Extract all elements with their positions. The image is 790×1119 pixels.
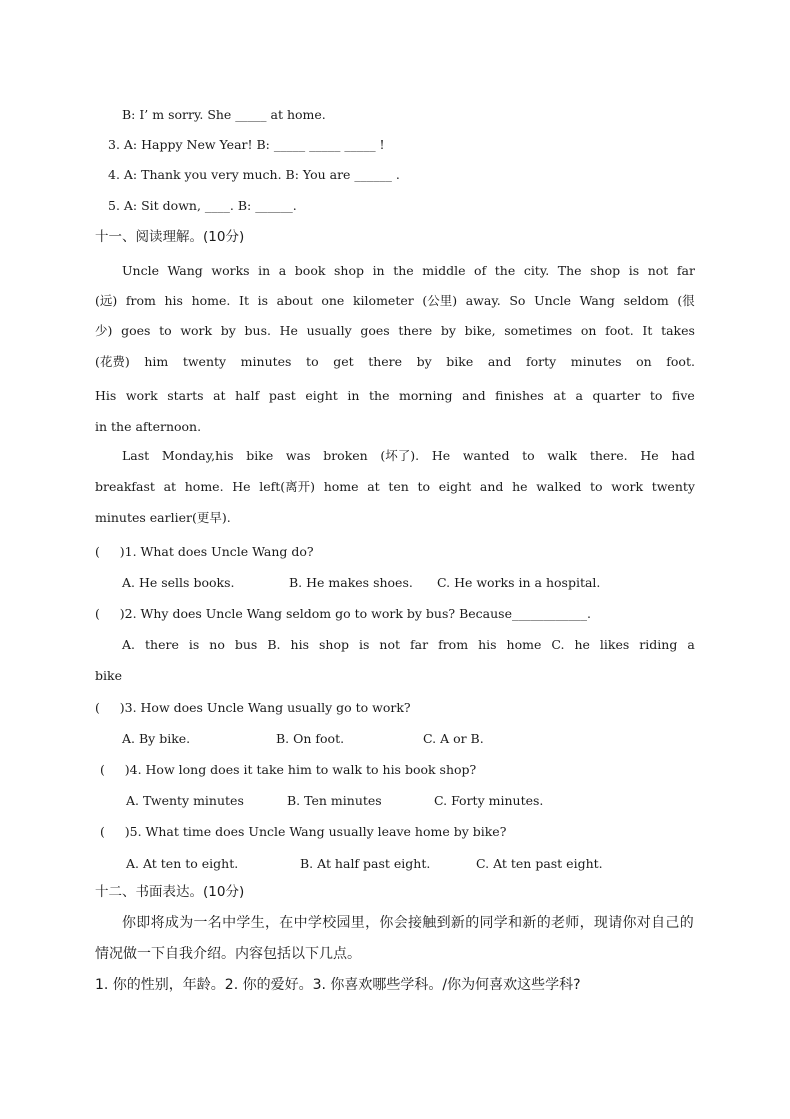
question-3: ( )3. How does Uncle Wang usually go to work?	[95, 700, 411, 715]
passage-word: broken	[323, 448, 368, 463]
q2-option-word: from	[438, 637, 469, 652]
q2-option-word: a	[687, 637, 695, 652]
passage-word: minutes	[570, 354, 622, 369]
passage-word: Wang	[167, 263, 203, 278]
section-11-heading: 十一、阅读理解。(10分)	[95, 229, 245, 245]
q2-option-word: no	[209, 637, 225, 652]
passage-word: foot.	[605, 323, 634, 338]
passage-word: minutes	[240, 354, 292, 369]
passage-line	[95, 479, 695, 495]
passage-line	[95, 354, 695, 370]
passage-word: and	[487, 354, 512, 369]
passage-word: eight	[438, 479, 472, 494]
passage-word: to	[649, 388, 663, 403]
passage-word: at	[163, 479, 177, 494]
passage-word: of	[474, 263, 487, 278]
passage-word: 少)	[95, 323, 113, 338]
passage-word: quarter	[592, 388, 641, 403]
passage-word: had	[671, 448, 695, 463]
passage-word: a	[278, 263, 287, 278]
passage-word: to	[306, 354, 319, 369]
passage-word: Monday,his	[161, 448, 234, 463]
passage-word: (花费)	[95, 354, 130, 369]
passage-line	[95, 510, 231, 526]
passage-word: work	[611, 479, 644, 494]
passage-word: goes	[360, 323, 390, 338]
passage-word: book	[294, 263, 326, 278]
passage-word: Last	[122, 448, 150, 463]
q2-option-word: shop	[318, 637, 349, 652]
passage-word: (远)	[95, 293, 118, 308]
passage-word: on	[580, 323, 597, 338]
q3-option-b: B. On foot.	[276, 731, 345, 746]
passage-word: to	[522, 448, 535, 463]
passage-word: work	[125, 388, 158, 403]
section-12-heading: 十二、书面表达。(10分)	[95, 884, 245, 900]
passage-word: in	[372, 263, 385, 278]
passage-word: eight	[305, 388, 338, 403]
q2-options	[122, 637, 695, 653]
passage-word: from	[125, 293, 156, 308]
writing-prompt-line-1: 你即将成为一名中学生，在中学校园里，你会接触到新的同学和新的老师，现请你对自己的	[122, 915, 694, 931]
passage-word: is	[628, 263, 640, 278]
passage-word: shop	[334, 263, 364, 278]
passage-word: about	[276, 293, 313, 308]
q2-option-word: his	[290, 637, 309, 652]
passage-word: and	[462, 388, 486, 403]
q3-option-a: A. By bike.	[122, 731, 191, 746]
passage-word: forty	[525, 354, 557, 369]
passage-word: breakfast	[95, 479, 155, 494]
passage-word: the	[393, 263, 414, 278]
dialogue-line-5: 5. A: Sit down, ____. B: ______.	[108, 198, 297, 213]
q2-option-word: not	[379, 637, 401, 652]
q2-option-word: there	[145, 637, 179, 652]
q3-option-c: C. A or B.	[423, 731, 484, 746]
passage-word: by	[220, 323, 236, 338]
passage-word: city.	[523, 263, 550, 278]
passage-word: left(离开)	[259, 479, 316, 494]
passage-word: The	[557, 263, 582, 278]
passage-word: bike,	[464, 323, 496, 338]
passage-word: in	[347, 388, 360, 403]
passage-word: on	[636, 354, 652, 369]
passage-line	[122, 448, 695, 464]
passage-word: walk	[547, 448, 578, 463]
q2-option-word: bus	[234, 637, 258, 652]
passage-word: (很	[677, 293, 695, 308]
dialogue-line-3: 3. A: Happy New Year! B: _____ _____ _____ !	[108, 137, 385, 152]
passage-word: and	[479, 479, 504, 494]
q2-option-word: riding	[639, 637, 678, 652]
passage-word: past	[268, 388, 296, 403]
q2-option-word: he	[574, 637, 590, 652]
passage-line	[95, 323, 695, 339]
question-4: ( )4. How long does it take him to walk to his book shop?	[100, 762, 477, 777]
q5-option-a: A. At ten to eight.	[126, 856, 239, 871]
passage-word: bike	[446, 354, 474, 369]
dialogue-line-4: 4. A: Thank you very much. B: You are ______ .	[108, 167, 400, 182]
passage-line	[95, 388, 695, 404]
q4-option-b: B. Ten minutes	[287, 793, 382, 808]
passage-word: walked	[536, 479, 582, 494]
question-5: ( )5. What time does Uncle Wang usually leave home by bike?	[100, 824, 507, 839]
q5-option-b: B. At half past eight.	[300, 856, 431, 871]
q2-option-word: far	[410, 637, 429, 652]
passage-word: by	[416, 354, 432, 369]
passage-word: there	[368, 354, 403, 369]
passage-word: home	[323, 479, 359, 494]
passage-word: wanted	[462, 448, 510, 463]
passage-word: takes	[661, 323, 695, 338]
passage-word: is	[257, 293, 269, 308]
passage-word: finishes	[495, 388, 544, 403]
passage-word: middle	[422, 263, 466, 278]
q2-option-word: his	[478, 637, 497, 652]
passage-word: Wang	[579, 293, 615, 308]
passage-word: His	[95, 388, 117, 403]
passage-word: So	[509, 293, 526, 308]
passage-word: in	[258, 263, 271, 278]
passage-word: morning	[399, 388, 453, 403]
passage-word: to	[159, 323, 172, 338]
passage-word: goes	[121, 323, 151, 338]
q2-option-word: A.	[122, 637, 136, 652]
passage-word: in the afternoon.	[95, 419, 202, 434]
passage-word: at	[553, 388, 566, 403]
passage-word: twenty	[182, 354, 227, 369]
passage-word: seldom	[623, 293, 669, 308]
passage-word: at	[213, 388, 226, 403]
passage-line	[95, 293, 695, 309]
passage-word: half	[235, 388, 260, 403]
passage-word: foot.	[666, 354, 695, 369]
passage-word: there	[398, 323, 433, 338]
passage-word: starts	[167, 388, 204, 403]
q2-option-word: B.	[267, 637, 281, 652]
passage-word: far	[676, 263, 695, 278]
passage-word: He	[232, 479, 251, 494]
q2-option-word: C.	[551, 637, 565, 652]
writing-points: 1. 你的性别，年龄。2. 你的爱好。3. 你喜欢哪些学科。/你为何喜欢这些学科?	[95, 977, 581, 993]
q1-option-a: A. He sells books.	[122, 575, 235, 590]
passage-word: ten	[388, 479, 409, 494]
passage-word: the	[494, 263, 516, 278]
passage-word: five	[672, 388, 695, 403]
passage-word: Uncle	[122, 263, 159, 278]
passage-word: usually	[306, 323, 352, 338]
passage-word: his	[164, 293, 183, 308]
q2-option-word: likes	[599, 637, 630, 652]
passage-word: work	[180, 323, 213, 338]
passage-word: shop	[590, 263, 621, 278]
q2-option-word: is	[188, 637, 200, 652]
passage-word: not	[647, 263, 669, 278]
passage-word: He	[431, 448, 451, 463]
passage-word: there.	[589, 448, 628, 463]
passage-word: sometimes	[504, 323, 573, 338]
passage-word: It	[642, 323, 653, 338]
passage-word: home.	[184, 479, 224, 494]
passage-word: minutes earlier(更早).	[95, 510, 231, 525]
passage-word: get	[333, 354, 354, 369]
passage-word: kilometer	[352, 293, 414, 308]
passage-word: was	[285, 448, 311, 463]
q1-option-b: B. He makes shoes.	[289, 575, 413, 590]
q1-option-c: C. He works in a hospital.	[437, 575, 601, 590]
q4-option-a: A. Twenty minutes	[126, 793, 244, 808]
passage-word: away.	[465, 293, 501, 308]
q2-option-word: is	[358, 637, 370, 652]
q2-options-wrap: bike	[95, 668, 122, 683]
passage-word: bus.	[244, 323, 271, 338]
passage-word: He	[279, 323, 298, 338]
passage-word: at	[367, 479, 380, 494]
passage-word: the	[369, 388, 390, 403]
writing-prompt-line-2: 情况做一下自我介绍。内容包括以下几点。	[95, 946, 361, 962]
passage-word: (坏了).	[380, 448, 420, 463]
question-2: ( )2. Why does Uncle Wang seldom go to work by bus? Because____________.	[95, 606, 591, 621]
passage-word: one	[321, 293, 345, 308]
passage-word: bike	[246, 448, 274, 463]
passage-line	[122, 263, 695, 279]
dialogue-line-2b: B: I’ m sorry. She _____ at home.	[122, 107, 326, 122]
passage-word: to	[590, 479, 603, 494]
passage-word: to	[417, 479, 431, 494]
passage-word: It	[239, 293, 249, 308]
q4-option-c: C. Forty minutes.	[434, 793, 544, 808]
passage-word: twenty	[651, 479, 695, 494]
passage-word: works	[211, 263, 250, 278]
passage-word: him	[144, 354, 169, 369]
passage-word: He	[640, 448, 659, 463]
passage-word: a	[575, 388, 583, 403]
passage-word: home.	[191, 293, 231, 308]
passage-word: (公里)	[422, 293, 458, 308]
passage-word: he	[512, 479, 528, 494]
q5-option-c: C. At ten past eight.	[476, 856, 603, 871]
question-1: ( )1. What does Uncle Wang do?	[95, 544, 314, 559]
q2-option-word: home	[506, 637, 542, 652]
passage-word: by	[440, 323, 456, 338]
passage-word: Uncle	[534, 293, 572, 308]
passage-line	[95, 419, 201, 435]
